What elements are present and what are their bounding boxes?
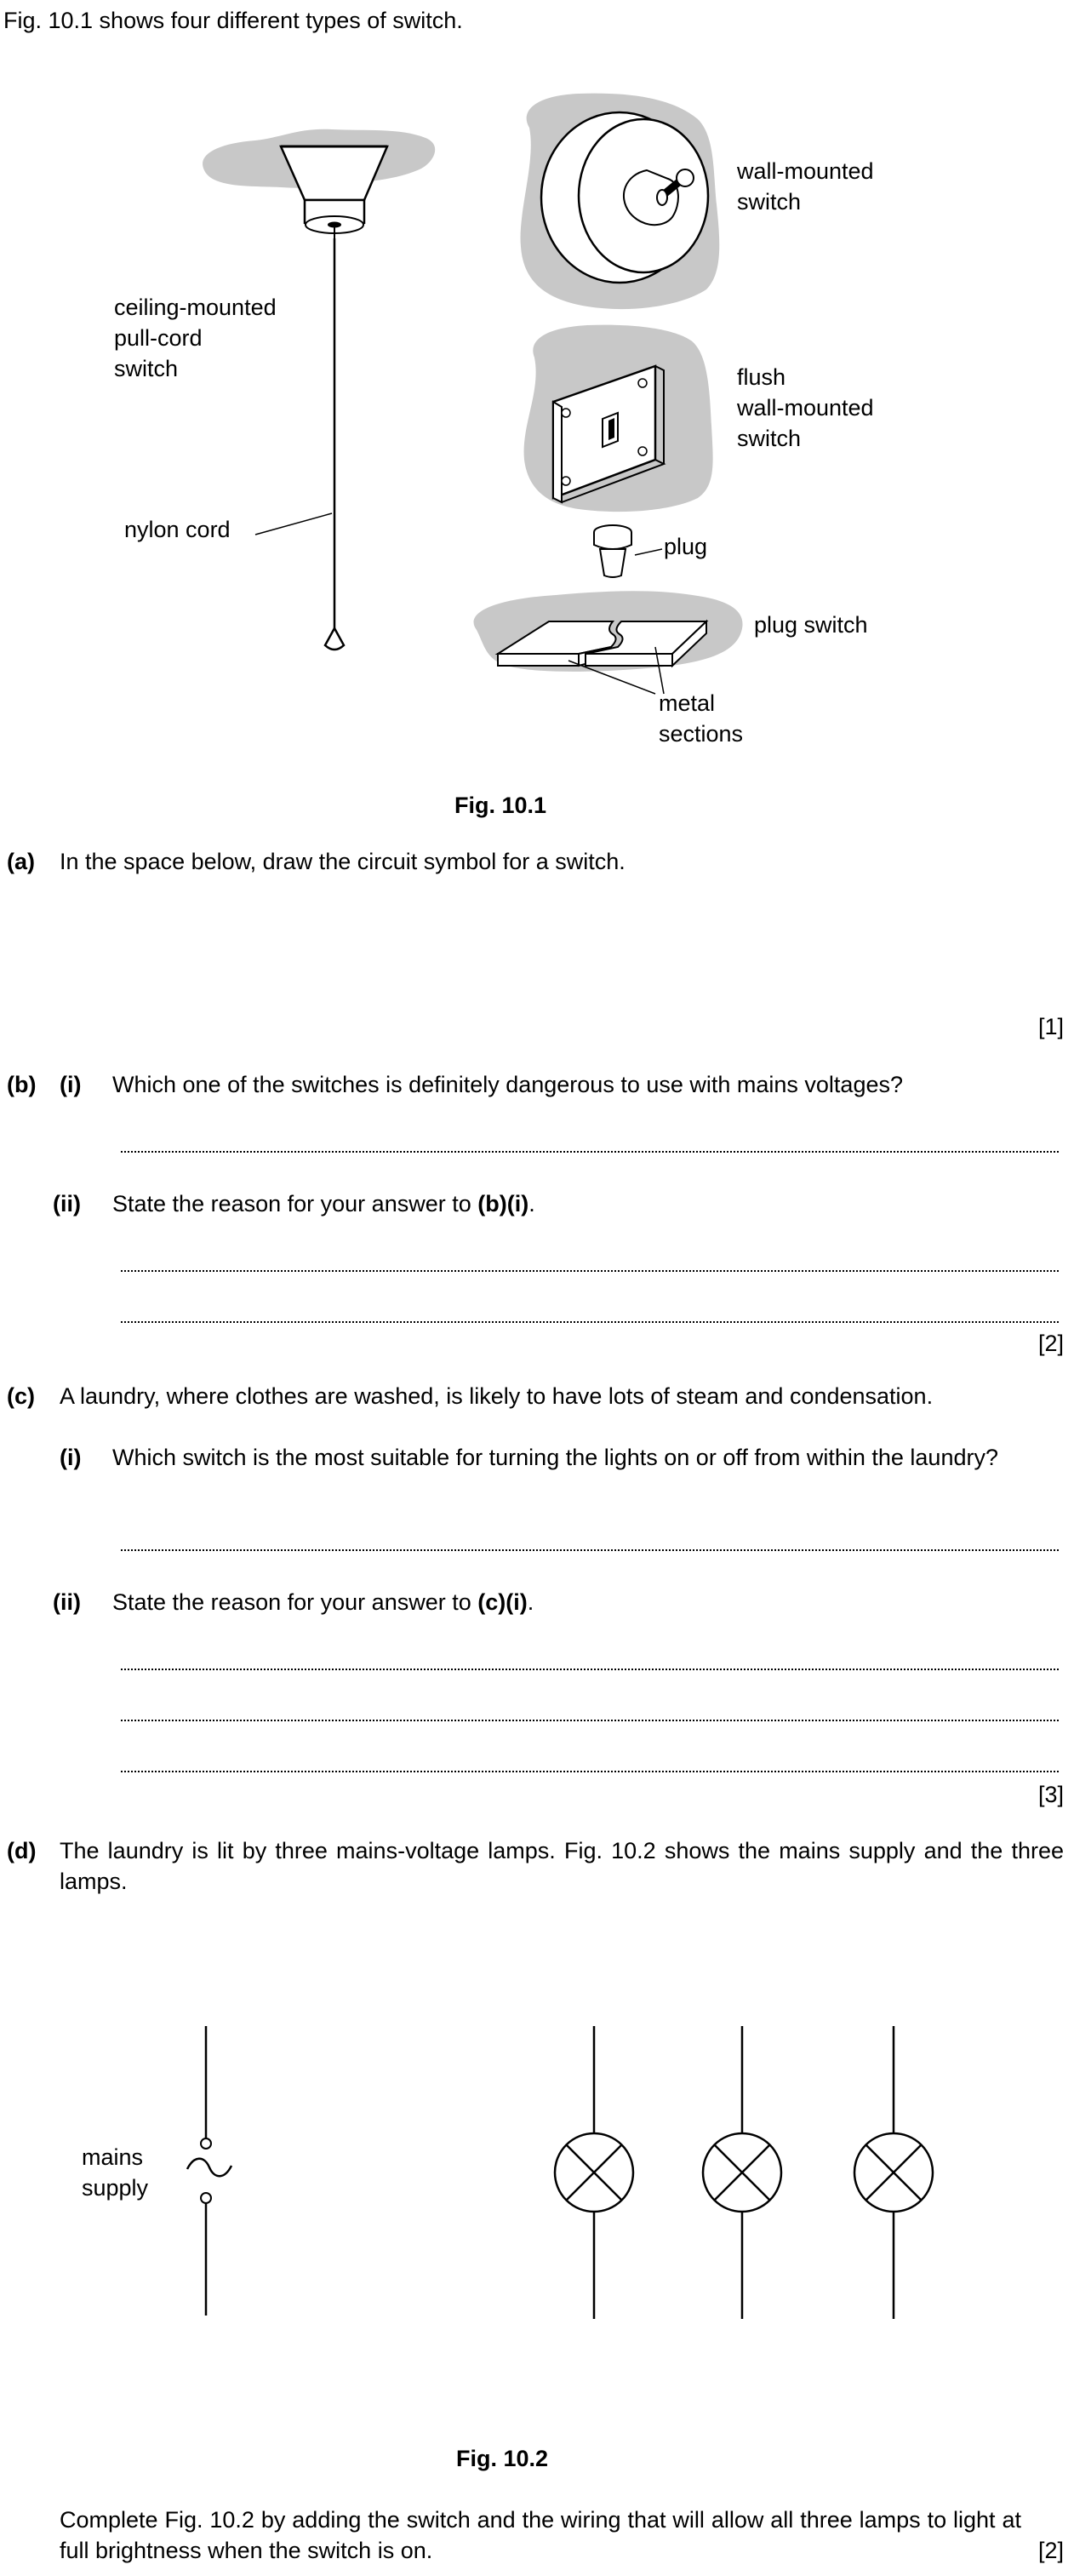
qb-marks: [2] xyxy=(1037,1331,1064,1356)
qd-marks: [2] xyxy=(1037,2538,1064,2563)
qd-label: (d) xyxy=(7,1838,37,1863)
intro-text: Fig. 10.1 shows four different types of switch. xyxy=(3,8,463,33)
qb-i-label: (i) xyxy=(60,1072,82,1097)
qc-ii-text: State the reason for your answer to (c)(i). xyxy=(112,1589,534,1615)
qc-i-text: Which switch is the most suitable for turning the lights on or off from within the laundry? xyxy=(112,1445,998,1470)
fig-10-1-caption: Fig. 10.1 xyxy=(454,793,547,818)
label-plug-switch: plug switch xyxy=(754,612,868,638)
qc-marks: [3] xyxy=(1037,1782,1064,1807)
label-plug: plug xyxy=(664,534,708,559)
ac-symbol-icon xyxy=(187,2159,231,2177)
mains-terminal-bottom xyxy=(201,2193,211,2203)
qb-ii-text: State the reason for your answer to (b)(i). xyxy=(112,1191,535,1216)
qb-i-text: Which one of the switches is definitely dangerous to use with mains voltages? xyxy=(112,1072,903,1097)
qc-i-label: (i) xyxy=(60,1445,82,1470)
label-ceiling-mounted: ceiling-mounted pull-cord switch xyxy=(114,295,277,381)
qc-label: (c) xyxy=(7,1383,35,1409)
label-nylon-cord: nylon cord xyxy=(124,517,231,542)
label-mains-supply: mains supply xyxy=(82,2144,149,2201)
label-wall-mounted: wall-mounted switch xyxy=(737,158,874,215)
mains-terminal-top xyxy=(201,2138,211,2149)
qa-marks: [1] xyxy=(1037,1014,1064,1039)
qc-ii-label: (ii) xyxy=(53,1589,81,1615)
label-flush: flush wall-mounted switch xyxy=(737,364,874,451)
qd-text: The laundry is lit by three mains-voltage lamps. Fig. 10.2 shows the mains supply and the three lamps. xyxy=(60,1838,1064,1894)
label-metal-sections: metal sections xyxy=(659,690,744,747)
qa-text: In the space below, draw the circuit symbol for a switch. xyxy=(60,849,626,874)
fig-10-2-caption: Fig. 10.2 xyxy=(456,2446,549,2471)
qa-label: (a) xyxy=(7,849,35,874)
qd-instruction: Complete Fig. 10.2 by adding the switch and the wiring that will allow all three lamps to light at full brightness when the switch is on. xyxy=(60,2507,1021,2563)
qb-ii-label: (ii) xyxy=(53,1191,81,1216)
qc-text: A laundry, where clothes are washed, is likely to have lots of steam and condensation. xyxy=(60,1383,934,1409)
qb-label: (b) xyxy=(7,1072,37,1097)
